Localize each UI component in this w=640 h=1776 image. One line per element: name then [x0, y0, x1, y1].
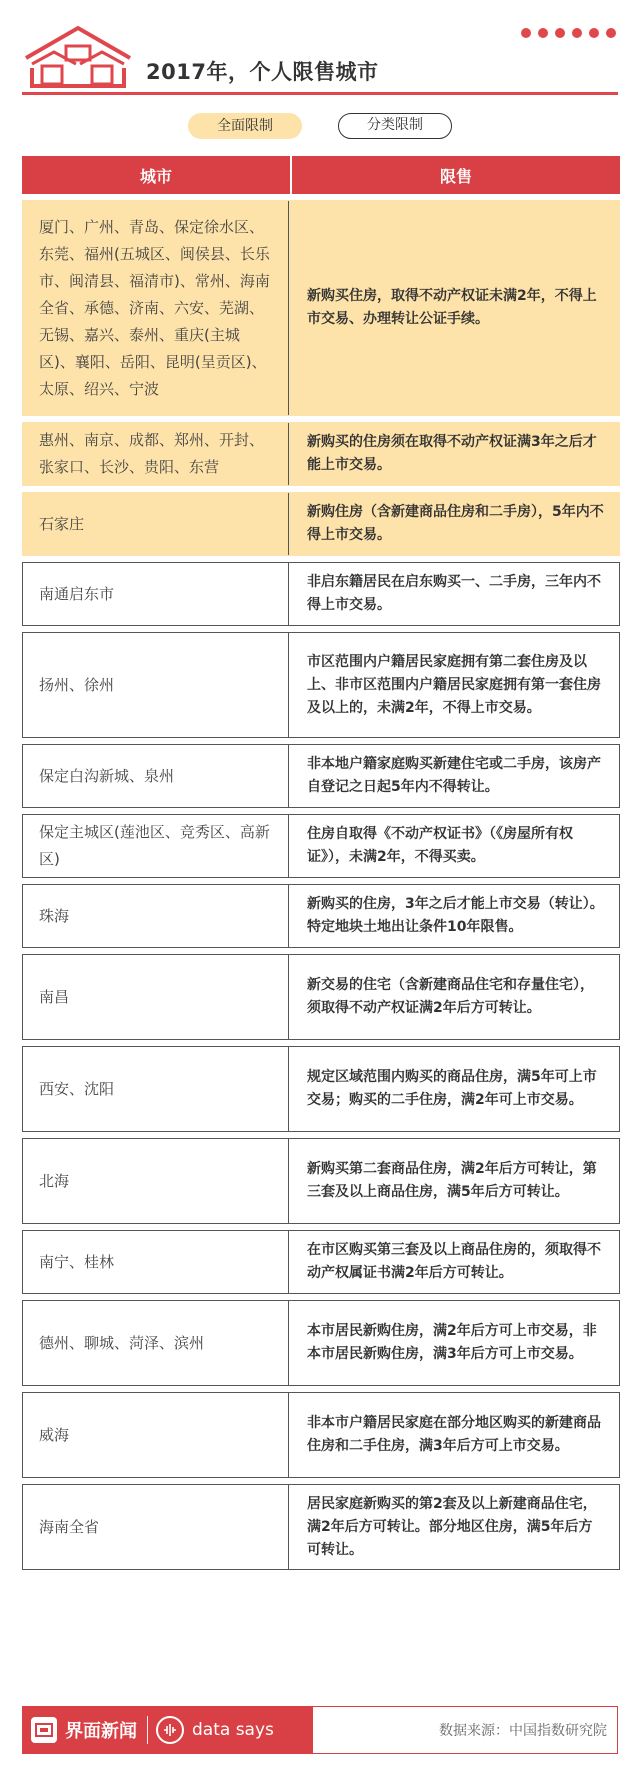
restriction-cell: 新购买第二套商品住房，满2年后方可转让，第三套及以上商品住房，满5年后方可转让。: [307, 1161, 597, 1200]
city-cell: 南昌: [23, 955, 289, 1039]
restriction-cell: 新购住房（含新建商品住房和二手房），5年内不得上市交易。: [307, 504, 604, 543]
brand-subtitle: data says: [192, 1720, 274, 1740]
table-header: [22, 156, 620, 194]
dot-icon: [538, 28, 548, 38]
brand-bar: [23, 1707, 313, 1753]
table-row: [22, 1046, 620, 1132]
table-row: [22, 422, 620, 486]
table-row: [22, 632, 620, 738]
city-cell: 珠海: [23, 885, 289, 947]
city-cell: 厦门、广州、青岛、保定徐水区、东莞、福州(五城区、闽侯县、长乐市、闽清县、福清市)、常州、海南全省、承德、济南、六安、芜湖、无锡、嘉兴、泰州、重庆(主城区)、襄阳、岳阳、昆明(呈贡区)、太原、绍兴、宁波: [23, 201, 289, 415]
table-body: [22, 200, 620, 1570]
city-cell: 南通启东市: [23, 563, 289, 625]
dot-icon: [606, 28, 616, 38]
jiemian-logo-icon: [31, 1717, 57, 1743]
city-cell: 石家庄: [23, 493, 289, 555]
restriction-cell: 本市居民新购住房，满2年后方可上市交易，非本市居民新购住房，满3年后方可上市交易。: [307, 1323, 597, 1362]
table-row: [22, 1300, 620, 1386]
data-source: 数据来源：中国指数研究院: [439, 1723, 607, 1739]
table-row: [22, 884, 620, 948]
restriction-cell: 规定区域范围内购买的商品住房，满5年可上市交易；购买的二手住房，满2年可上市交易。: [307, 1069, 597, 1108]
restriction-cell: 居民家庭新购买的第2套及以上新建商品住宅，满2年后方可转让。部分地区住房，满5年后方可转让。: [307, 1495, 597, 1558]
data-says-icon: [156, 1716, 184, 1744]
page-title: 2017年，个人限售城市: [146, 60, 379, 84]
table-row: [22, 1230, 620, 1294]
dot-icon: [572, 28, 582, 38]
table-row: [22, 1138, 620, 1224]
city-cell: 南宁、桂林: [23, 1231, 289, 1293]
city-cell: 德州、聊城、菏泽、滨州: [23, 1301, 289, 1385]
table-row: [22, 814, 620, 878]
table-row: [22, 1392, 620, 1478]
house-logo-icon: [22, 24, 134, 88]
city-cell: 扬州、徐州: [23, 633, 289, 737]
column-header-rule: 限售: [439, 166, 472, 186]
filter-category-restriction[interactable]: 分类限制: [338, 113, 452, 139]
restriction-cell: 非本市户籍居民家庭在部分地区购买的新建商品住房和二手住房，满3年后方可上市交易。: [307, 1415, 601, 1454]
dot-icon: [555, 28, 565, 38]
column-header-city: 城市: [22, 156, 292, 194]
table-row: [22, 200, 620, 416]
city-cell: 保定主城区(莲池区、竞秀区、高新区): [23, 815, 289, 877]
filter-full-restriction[interactable]: 全面限制: [188, 113, 302, 139]
decorative-dots: [521, 28, 616, 38]
restriction-cell: 新交易的住宅（含新建商品住宅和存量住宅），须取得不动产权证满2年后方可转让。: [307, 977, 594, 1016]
city-cell: 西安、沈阳: [23, 1047, 289, 1131]
table-row: [22, 1484, 620, 1570]
restriction-cell: 非本地户籍家庭购买新建住宅或二手房，该房产自登记之日起5年内不得转让。: [307, 756, 601, 795]
dot-icon: [521, 28, 531, 38]
restriction-cell: 新购买住房，取得不动产权证未满2年，不得上市交易、办理转让公证手续。: [307, 288, 597, 327]
restriction-cell: 新购买的住房，3年之后才能上市交易（转让）。特定地块土地出让条件10年限售。: [307, 896, 604, 935]
brand-divider: [147, 1716, 148, 1744]
restriction-cell: 新购买的住房须在取得不动产权证满3年之后才能上市交易。: [307, 434, 597, 473]
table-row: [22, 492, 620, 556]
table-row: [22, 744, 620, 808]
footer: [22, 1706, 618, 1754]
brand-name: 界面新闻: [65, 1721, 137, 1742]
city-cell: 威海: [23, 1393, 289, 1477]
restriction-cell: 市区范围内户籍居民家庭拥有第二套住房及以上、非市区范围内户籍居民家庭拥有第一套住房及以上的，未满2年，不得上市交易。: [307, 653, 601, 716]
table-row: [22, 954, 620, 1040]
city-cell: 海南全省: [23, 1485, 289, 1569]
city-cell: 保定白沟新城、泉州: [23, 745, 289, 807]
header: [22, 20, 618, 98]
restriction-table: [22, 156, 620, 1570]
dot-icon: [589, 28, 599, 38]
restriction-cell: 非启东籍居民在启东购买一、二手房，三年内不得上市交易。: [307, 574, 601, 613]
header-divider: [22, 92, 618, 95]
city-cell: 北海: [23, 1139, 289, 1223]
restriction-cell: 在市区购买第三套及以上商品住房的，须取得不动产权属证书满2年后方可转让。: [307, 1242, 601, 1281]
city-cell: 惠州、南京、成都、郑州、开封、张家口、长沙、贵阳、东营: [23, 423, 289, 485]
table-row: [22, 562, 620, 626]
restriction-cell: 住房自取得《不动产权证书》（《房屋所有权证》），未满2年，不得买卖。: [307, 826, 573, 865]
